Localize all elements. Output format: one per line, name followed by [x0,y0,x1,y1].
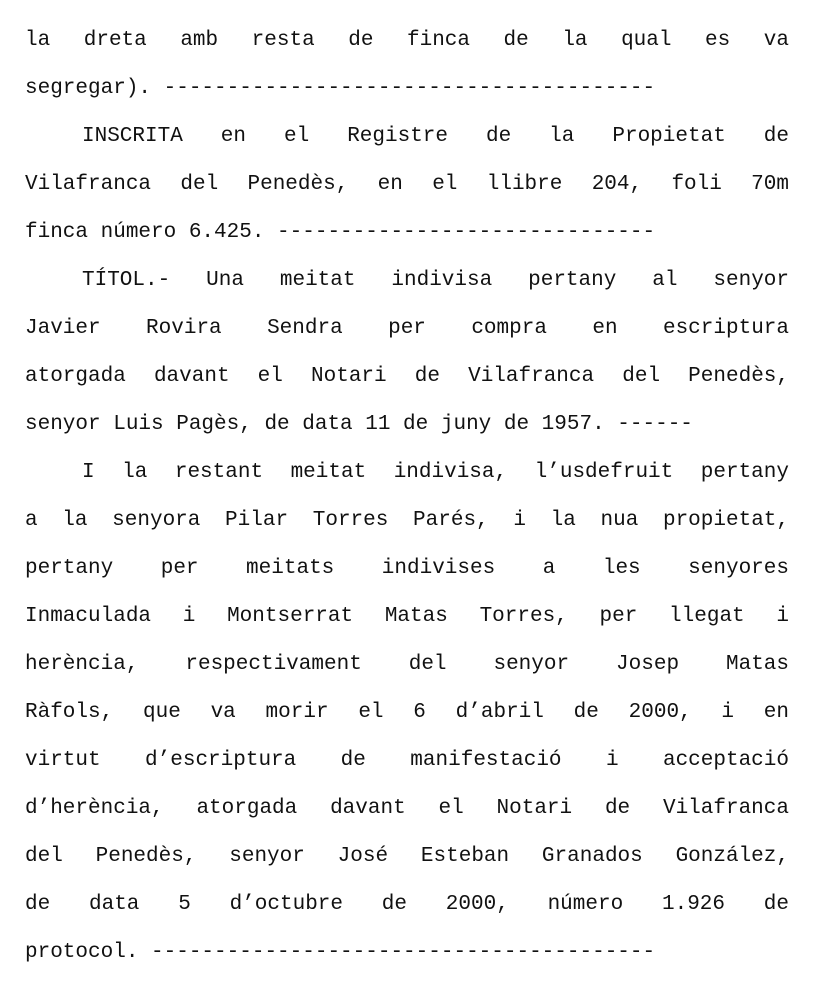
text-line: Javier Rovira Sendra per compra en escriptura [25,317,789,340]
text-line: d’herència, atorgada davant el Notari de Vilafranca [25,797,789,820]
text-line: Vilafranca del Penedès, en el llibre 204, foli 70m [25,173,789,196]
text-line: virtut d’escriptura de manifestació i acceptació [25,749,789,772]
text-line: atorgada davant el Notari de Vilafranca del Penedès, [25,365,789,388]
text-line: TÍTOL.- Una meitat indivisa pertany al senyor [82,269,789,292]
text-line: del Penedès, senyor José Esteban Granados González, [25,845,789,868]
text-line: INSCRITA en el Registre de la Propietat de [82,125,789,148]
text-line: protocol. ---------------------------------------- [25,941,656,964]
text-line: finca número 6.425. ------------------------------ [25,221,656,244]
text-line: Ràfols, que va morir el 6 d’abril de 2000, i en [25,701,789,724]
text-line: senyor Luis Pagès, de data 11 de juny de 1957. ------ [25,413,693,436]
text-line: pertany per meitats indivises a les senyores [25,557,789,580]
text-line: Inmaculada i Montserrat Matas Torres, per llegat i [25,605,789,628]
text-line: segregar). --------------------------------------- [25,77,656,100]
text-line: I la restant meitat indivisa, l’usdefruit pertany [82,461,789,484]
text-line: la dreta amb resta de finca de la qual es va [25,29,789,52]
text-line: herència, respectivament del senyor Josep Matas [25,653,789,676]
document-page [25,17,789,977]
text-line: a la senyora Pilar Torres Parés, i la nua propietat, [25,509,789,532]
text-line: de data 5 d’octubre de 2000, número 1.926 de [25,893,789,916]
